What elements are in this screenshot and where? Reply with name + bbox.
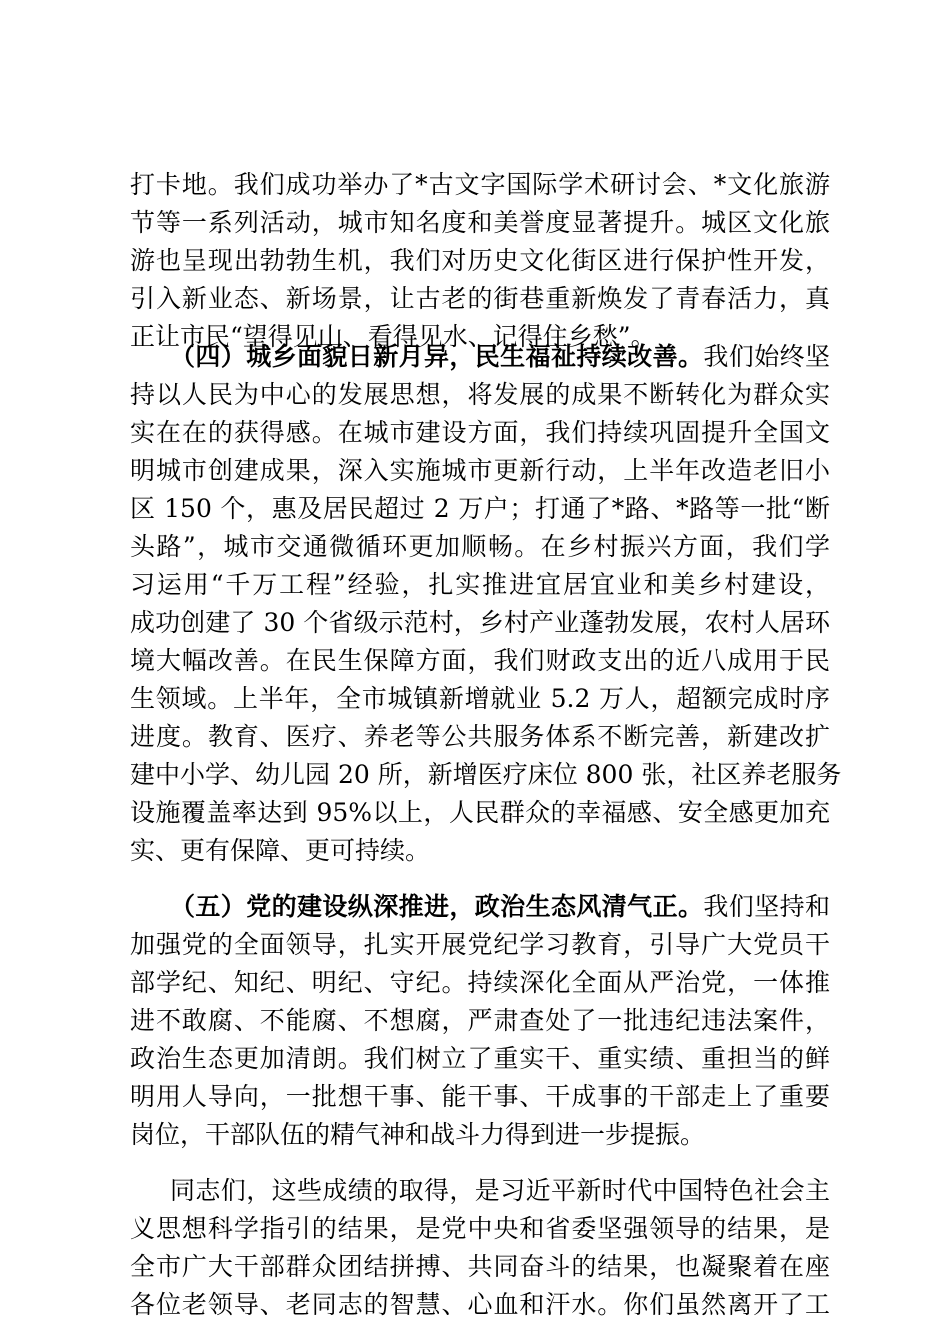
text-line: 明城市创建成果，深入实施城市更新行动，上半年改造老旧小 <box>130 456 830 485</box>
text-line: 政治生态更加清朗。我们树立了重实干、重实绩、重担当的鲜 <box>130 1044 830 1073</box>
text-line: 正让市民“望得见山、看得见水、记得住乡愁”。 <box>130 322 656 351</box>
text-line: 生领域。上半年，全市城镇新增就业 5.2 万人，超额完成时序 <box>130 684 830 713</box>
text-line: 各位老领导、老同志的智慧、心血和汗水。你们虽然离开了工 <box>130 1290 830 1319</box>
section-4-first-line-rest: 我们始终坚 <box>703 342 830 371</box>
text-line: 头路”，城市交通微循环更加顺畅。在乡村振兴方面，我们学 <box>130 532 830 561</box>
text-line: 进不敢腐、不能腐、不想腐，严肃查处了一批违纪违法案件， <box>130 1006 830 1035</box>
text-line: 实在在的获得感。在城市建设方面，我们持续巩固提升全国文 <box>130 418 830 447</box>
text-line: 义思想科学指引的结果，是党中央和省委坚强领导的结果，是 <box>130 1214 830 1243</box>
text-line: 持以人民为中心的发展思想，将发展的成果不断转化为群众实 <box>130 380 830 409</box>
text-line: 进度。教育、医疗、养老等公共服务体系不断完善，新建改扩 <box>130 722 830 751</box>
text-line: 游也呈现出勃勃生机，我们对历史文化街区进行保护性开发， <box>130 246 830 275</box>
text-line: 加强党的全面领导，扎实开展党纪学习教育，引导广大党员干 <box>130 930 830 959</box>
text-line: 全市广大干部群众团结拼搏、共同奋斗的结果，也凝聚着在座 <box>130 1252 830 1281</box>
text-line: 岗位，干部队伍的精气神和战斗力得到进一步提振。 <box>130 1120 706 1149</box>
section-4-first-line <box>170 338 830 376</box>
text-line: 打卡地。我们成功举办了*古文字国际学术研讨会、*文化旅游 <box>130 170 830 199</box>
text-line: 设施覆盖率达到 95%以上，人民群众的幸福感、安全感更加充 <box>130 798 830 827</box>
text-line: 实、更有保障、更可持续。 <box>130 836 431 865</box>
text-line: 明用人导向，一批想干事、能干事、干成事的干部走上了重要 <box>130 1082 830 1111</box>
text-line: 成功创建了 30 个省级示范村，乡村产业蓬勃发展，农村人居环 <box>130 608 830 637</box>
text-line: 同志们，这些成绩的取得，是习近平新时代中国特色社会主 <box>170 1176 830 1205</box>
text-line: 建中小学、幼儿园 20 所，新增医疗床位 800 张，社区养老服务 <box>130 760 842 789</box>
section-5-heading: （五）党的建设纵深推进，政治生态风清气正。 <box>170 892 704 921</box>
text-line: 引入新业态、新场景，让古老的街巷重新焕发了青春活力，真 <box>130 284 830 313</box>
text-line: 部学纪、知纪、明纪、守纪。持续深化全面从严治党，一体推 <box>130 968 830 997</box>
text-line: 区 150 个，惠及居民超过 2 万户；打通了*路、*路等一批“断 <box>130 494 830 523</box>
section-5-first-line <box>170 888 830 926</box>
section-4-heading: （四）城乡面貌日新月异，民生福祉持续改善。 <box>170 342 704 371</box>
section-5-first-line-rest: 我们坚持和 <box>703 892 830 921</box>
text-line: 境大幅改善。在民生保障方面，我们财政支出的近八成用于民 <box>130 646 830 675</box>
text-line: 习运用“千万工程”经验，扎实推进宜居宜业和美乡村建设， <box>130 570 830 599</box>
text-line: 节等一系列活动，城市知名度和美誉度显著提升。城区文化旅 <box>130 208 830 237</box>
